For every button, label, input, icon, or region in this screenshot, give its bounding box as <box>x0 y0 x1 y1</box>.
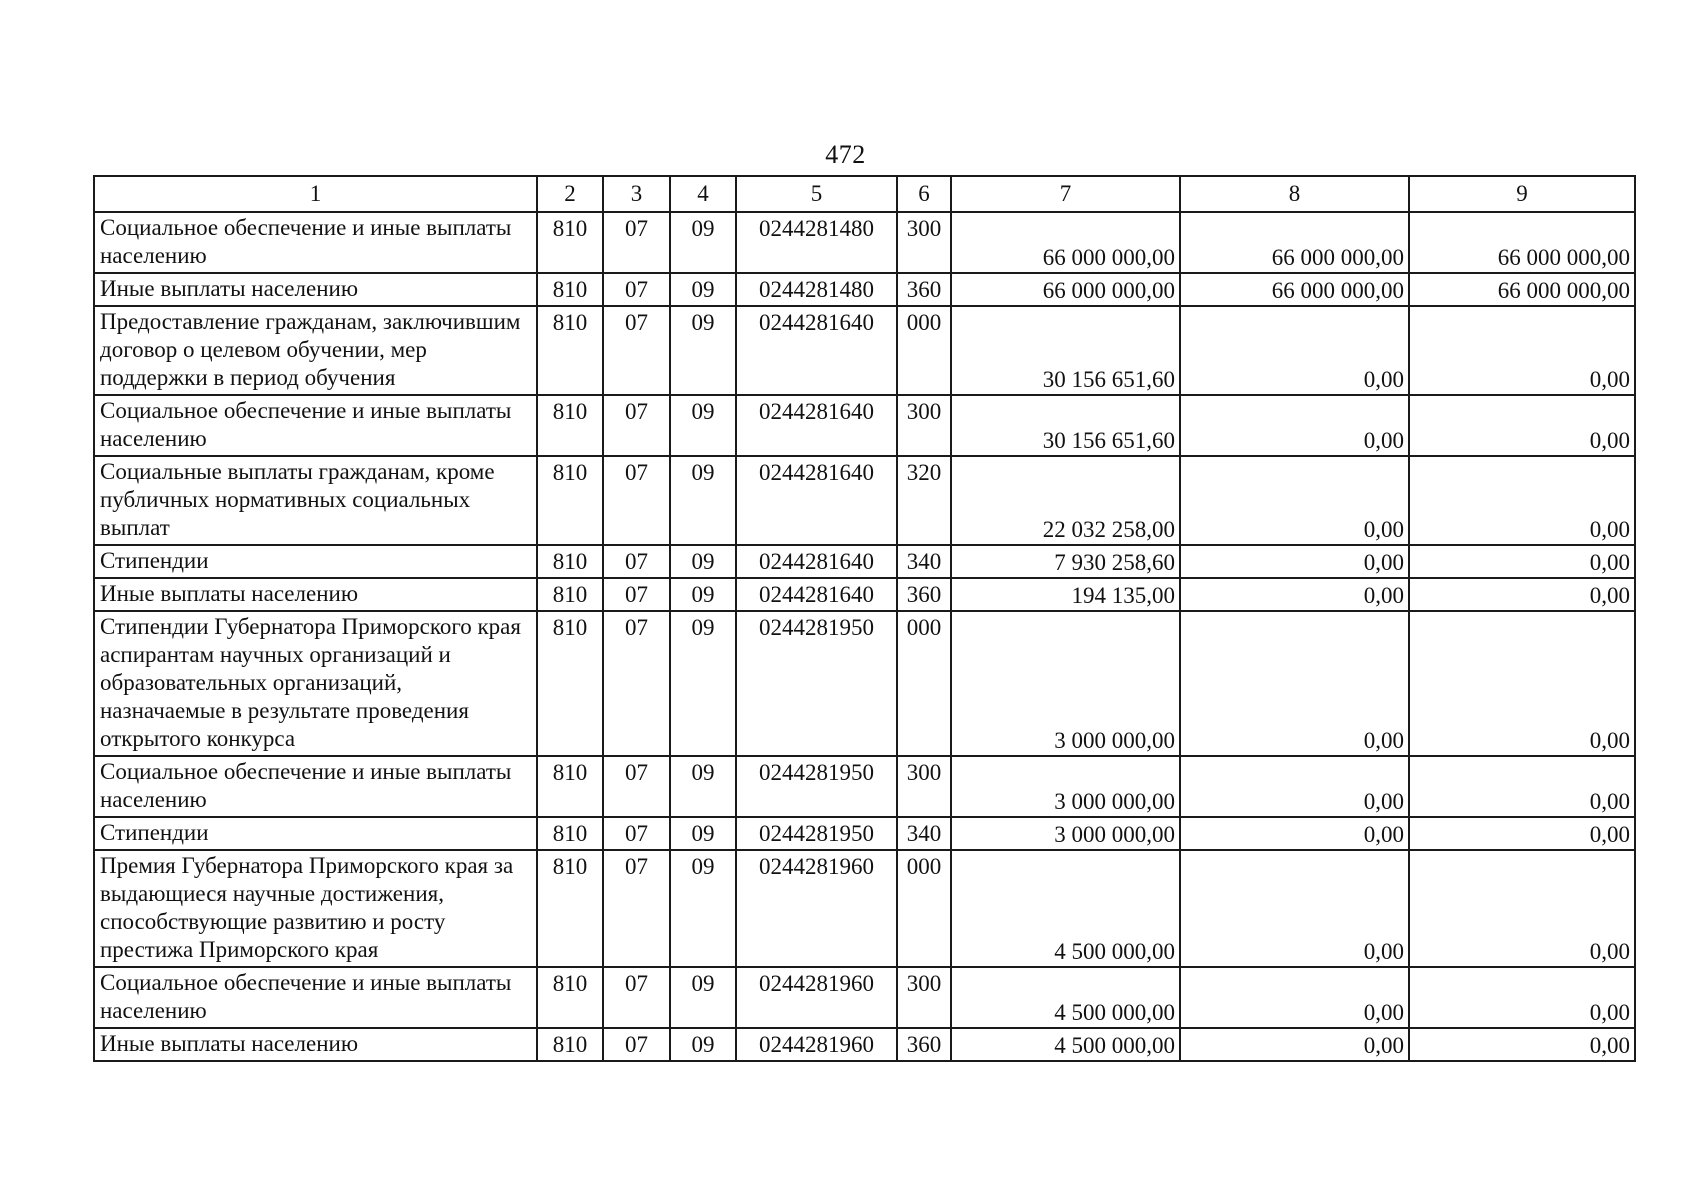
row-code-2-cell: 810 <box>537 611 603 756</box>
row-code-6-cell: 000 <box>897 611 951 756</box>
row-amount-9-cell: 66 000 000,00 <box>1409 273 1635 306</box>
row-amount-7-cell: 4 500 000,00 <box>951 850 1180 967</box>
table-row <box>94 273 1635 306</box>
row-amount-7-cell: 66 000 000,00 <box>951 212 1180 273</box>
row-amount-8-cell: 0,00 <box>1180 578 1409 611</box>
row-name-cell: Социальное обеспечение и иные выплаты населению <box>94 212 537 273</box>
row-code-6-cell: 360 <box>897 578 951 611</box>
column-header: 7 <box>951 176 1180 212</box>
row-code-5-cell: 0244281640 <box>736 306 897 395</box>
row-code-2-cell: 810 <box>537 817 603 850</box>
table-row <box>94 611 1635 756</box>
table-row <box>94 545 1635 578</box>
column-header: 2 <box>537 176 603 212</box>
column-header: 6 <box>897 176 951 212</box>
row-amount-8-cell: 0,00 <box>1180 611 1409 756</box>
row-name-cell: Социальное обеспечение и иные выплаты населению <box>94 756 537 817</box>
row-code-2-cell: 810 <box>537 306 603 395</box>
row-name-cell: Социальное обеспечение и иные выплаты населению <box>94 967 537 1028</box>
column-header: 1 <box>94 176 537 212</box>
row-code-2-cell: 810 <box>537 578 603 611</box>
row-name-cell: Премия Губернатора Приморского края за выдающиеся научные достижения, способствующие развитию и росту престижа Приморского края <box>94 850 537 967</box>
column-header: 9 <box>1409 176 1635 212</box>
row-code-4-cell: 09 <box>670 456 736 545</box>
table-body <box>94 212 1635 1061</box>
row-amount-7-cell: 3 000 000,00 <box>951 817 1180 850</box>
row-code-4-cell: 09 <box>670 578 736 611</box>
row-code-6-cell: 000 <box>897 850 951 967</box>
row-amount-8-cell: 0,00 <box>1180 306 1409 395</box>
table-row <box>94 306 1635 395</box>
row-amount-9-cell: 0,00 <box>1409 756 1635 817</box>
row-code-3-cell: 07 <box>603 967 670 1028</box>
row-name-cell: Иные выплаты населению <box>94 578 537 611</box>
row-name-cell: Стипендии <box>94 545 537 578</box>
row-code-3-cell: 07 <box>603 545 670 578</box>
row-amount-8-cell: 0,00 <box>1180 817 1409 850</box>
row-amount-7-cell: 3 000 000,00 <box>951 611 1180 756</box>
column-header: 8 <box>1180 176 1409 212</box>
table-row <box>94 850 1635 967</box>
row-amount-9-cell: 0,00 <box>1409 611 1635 756</box>
row-amount-8-cell: 0,00 <box>1180 1028 1409 1061</box>
row-code-4-cell: 09 <box>670 395 736 456</box>
row-amount-8-cell: 0,00 <box>1180 756 1409 817</box>
row-code-6-cell: 300 <box>897 395 951 456</box>
row-code-6-cell: 340 <box>897 545 951 578</box>
row-name-cell: Социальное обеспечение и иные выплаты населению <box>94 395 537 456</box>
row-code-4-cell: 09 <box>670 273 736 306</box>
row-amount-9-cell: 0,00 <box>1409 545 1635 578</box>
row-amount-9-cell: 0,00 <box>1409 456 1635 545</box>
row-amount-7-cell: 30 156 651,60 <box>951 306 1180 395</box>
row-amount-9-cell: 0,00 <box>1409 817 1635 850</box>
row-code-3-cell: 07 <box>603 306 670 395</box>
table-row <box>94 212 1635 273</box>
row-name-cell: Предоставление гражданам, заключившим договор о целевом обучении, мер поддержки в период обучения <box>94 306 537 395</box>
column-header: 5 <box>736 176 897 212</box>
column-header: 4 <box>670 176 736 212</box>
row-code-4-cell: 09 <box>670 545 736 578</box>
row-code-5-cell: 0244281960 <box>736 850 897 967</box>
row-code-3-cell: 07 <box>603 1028 670 1061</box>
row-code-3-cell: 07 <box>603 273 670 306</box>
row-code-2-cell: 810 <box>537 850 603 967</box>
row-amount-7-cell: 4 500 000,00 <box>951 1028 1180 1061</box>
row-code-5-cell: 0244281960 <box>736 1028 897 1061</box>
row-code-2-cell: 810 <box>537 395 603 456</box>
row-amount-8-cell: 0,00 <box>1180 395 1409 456</box>
row-code-3-cell: 07 <box>603 212 670 273</box>
row-code-5-cell: 0244281480 <box>736 212 897 273</box>
row-code-5-cell: 0244281950 <box>736 611 897 756</box>
row-amount-9-cell: 0,00 <box>1409 850 1635 967</box>
row-amount-7-cell: 4 500 000,00 <box>951 967 1180 1028</box>
table-row <box>94 456 1635 545</box>
row-code-3-cell: 07 <box>603 756 670 817</box>
table-row <box>94 817 1635 850</box>
row-code-6-cell: 300 <box>897 756 951 817</box>
row-code-2-cell: 810 <box>537 967 603 1028</box>
row-code-3-cell: 07 <box>603 456 670 545</box>
row-code-5-cell: 0244281640 <box>736 545 897 578</box>
row-code-5-cell: 0244281640 <box>736 395 897 456</box>
table-row <box>94 967 1635 1028</box>
table-row <box>94 395 1635 456</box>
row-amount-7-cell: 194 135,00 <box>951 578 1180 611</box>
row-code-4-cell: 09 <box>670 212 736 273</box>
row-code-6-cell: 320 <box>897 456 951 545</box>
row-amount-7-cell: 7 930 258,60 <box>951 545 1180 578</box>
row-amount-9-cell: 66 000 000,00 <box>1409 212 1635 273</box>
row-code-6-cell: 300 <box>897 967 951 1028</box>
row-code-4-cell: 09 <box>670 817 736 850</box>
table-row <box>94 1028 1635 1061</box>
row-amount-9-cell: 0,00 <box>1409 395 1635 456</box>
row-code-4-cell: 09 <box>670 1028 736 1061</box>
page-number: 472 <box>825 140 866 169</box>
row-amount-9-cell: 0,00 <box>1409 578 1635 611</box>
row-code-4-cell: 09 <box>670 611 736 756</box>
row-code-2-cell: 810 <box>537 273 603 306</box>
table-row <box>94 578 1635 611</box>
row-amount-9-cell: 0,00 <box>1409 967 1635 1028</box>
row-amount-8-cell: 0,00 <box>1180 967 1409 1028</box>
row-code-5-cell: 0244281950 <box>736 756 897 817</box>
row-amount-8-cell: 66 000 000,00 <box>1180 212 1409 273</box>
row-code-3-cell: 07 <box>603 850 670 967</box>
row-code-2-cell: 810 <box>537 1028 603 1061</box>
row-amount-7-cell: 22 032 258,00 <box>951 456 1180 545</box>
row-amount-8-cell: 66 000 000,00 <box>1180 273 1409 306</box>
row-code-5-cell: 0244281640 <box>736 456 897 545</box>
row-name-cell: Иные выплаты населению <box>94 1028 537 1061</box>
row-amount-9-cell: 0,00 <box>1409 306 1635 395</box>
row-amount-8-cell: 0,00 <box>1180 456 1409 545</box>
row-name-cell: Стипендии Губернатора Приморского края аспирантам научных организаций и образовательных организаций, назначаемые в результате проведения открытого конкурса <box>94 611 537 756</box>
row-code-2-cell: 810 <box>537 212 603 273</box>
row-code-6-cell: 340 <box>897 817 951 850</box>
row-code-2-cell: 810 <box>537 756 603 817</box>
table-row <box>94 756 1635 817</box>
row-code-2-cell: 810 <box>537 545 603 578</box>
row-code-4-cell: 09 <box>670 967 736 1028</box>
row-code-6-cell: 360 <box>897 1028 951 1061</box>
row-code-4-cell: 09 <box>670 756 736 817</box>
row-name-cell: Стипендии <box>94 817 537 850</box>
column-header: 3 <box>603 176 670 212</box>
row-code-4-cell: 09 <box>670 850 736 967</box>
row-amount-9-cell: 0,00 <box>1409 1028 1635 1061</box>
row-name-cell: Социальные выплаты гражданам, кроме публичных нормативных социальных выплат <box>94 456 537 545</box>
row-code-4-cell: 09 <box>670 306 736 395</box>
row-amount-7-cell: 30 156 651,60 <box>951 395 1180 456</box>
row-amount-7-cell: 3 000 000,00 <box>951 756 1180 817</box>
row-code-5-cell: 0244281960 <box>736 967 897 1028</box>
row-code-2-cell: 810 <box>537 456 603 545</box>
row-code-5-cell: 0244281480 <box>736 273 897 306</box>
row-amount-7-cell: 66 000 000,00 <box>951 273 1180 306</box>
row-code-6-cell: 300 <box>897 212 951 273</box>
row-code-6-cell: 000 <box>897 306 951 395</box>
row-code-6-cell: 360 <box>897 273 951 306</box>
row-name-cell: Иные выплаты населению <box>94 273 537 306</box>
row-code-3-cell: 07 <box>603 395 670 456</box>
row-amount-8-cell: 0,00 <box>1180 850 1409 967</box>
row-code-3-cell: 07 <box>603 817 670 850</box>
budget-table <box>93 175 1636 1062</box>
row-code-5-cell: 0244281950 <box>736 817 897 850</box>
row-code-3-cell: 07 <box>603 611 670 756</box>
row-code-5-cell: 0244281640 <box>736 578 897 611</box>
header-row <box>94 176 1635 212</box>
row-code-3-cell: 07 <box>603 578 670 611</box>
row-amount-8-cell: 0,00 <box>1180 545 1409 578</box>
